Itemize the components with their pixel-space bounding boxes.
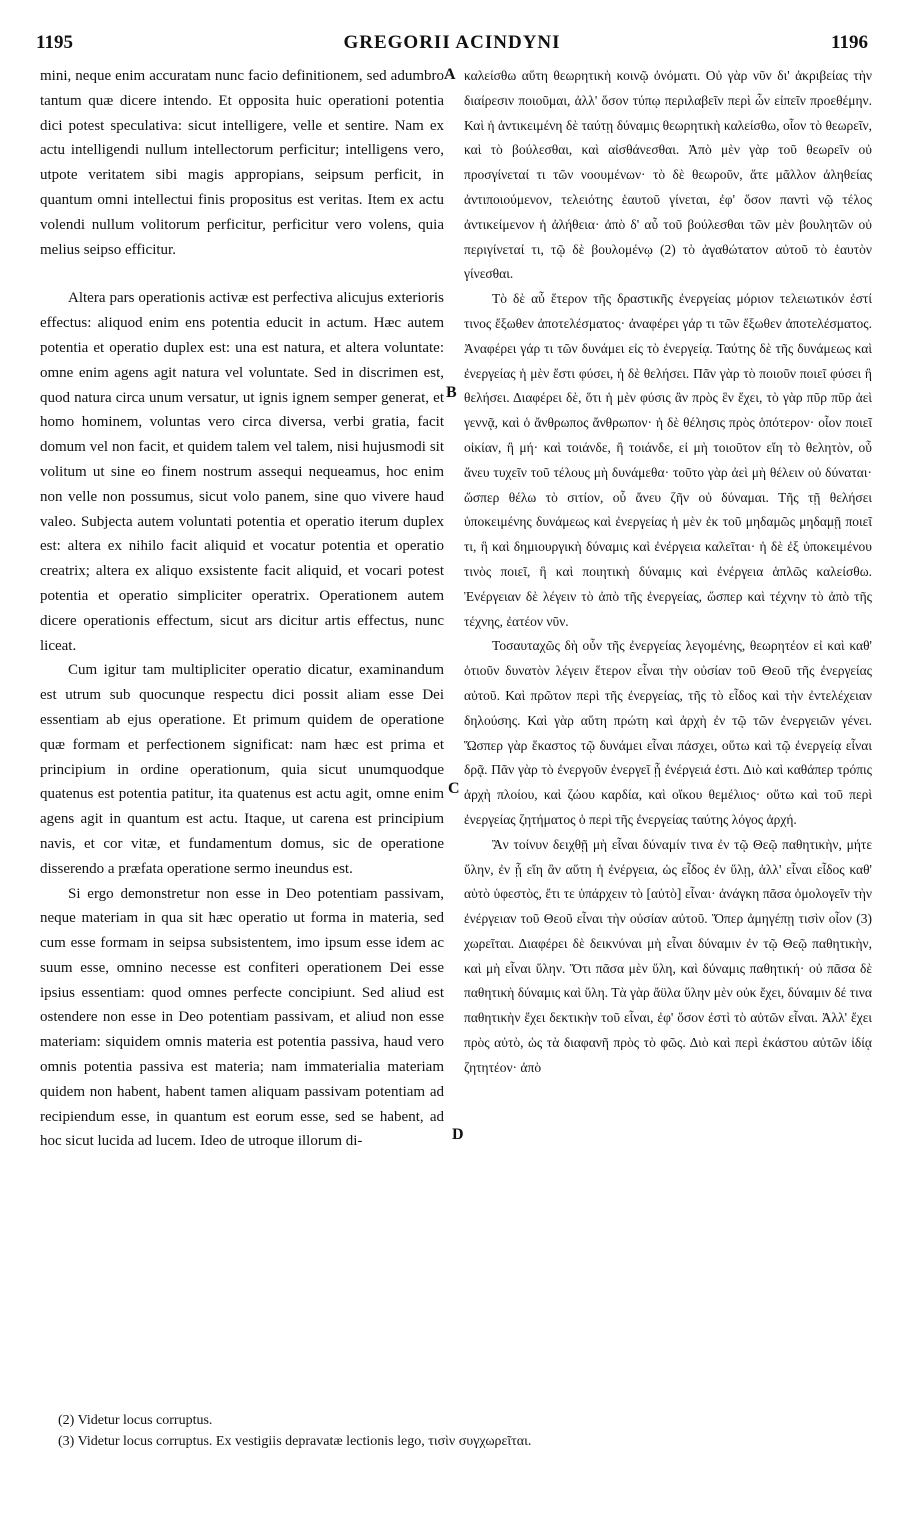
greek-paragraph: Τοσαυταχῶς δὴ οὖν τῆς ἐνεργείας λεγομένης, θεωρητέον εἰ καὶ καθ' ὁτιοῦν δυνατὸν λέγειν ἕτερον εἶναι τὴν οὐσίαν τοῦ Θεοῦ τῆς ἐνεργείας αὐτοῦ. Καὶ πρῶτον περὶ τῆς ἐνεργείας, τῆς τὸ εἶδος καὶ τὴν ἐντελέχειαν δηλούσης. Καὶ γὰρ αὕτη πρώτη καὶ ἀρχὴ ἐν τῷ τῶν ἐνεργειῶν γένει. Ὥσπερ γὰρ ἕκαστος τῷ δυνάμει εἶναι πάσχει, οὕτω καὶ τῷ ἐνεργείᾳ εἶναι δρᾷ. Πᾶν γὰρ τὸ ἐνεργοῦν ἐνεργεῖ ᾗ ἐνέργειά ἐστι. Διὸ καὶ καθάπερ τρόπις ἀρχὴ πλοίου, καὶ ζώου καρδία, καὶ οἴκου θεμέλιος· οὕτω καὶ τοῦ περὶ ἐνεργείας ζητήματος ὁ περὶ τῆς ἐνεργείας ταύτης λόγος ἀρχή. [464,638,872,827]
section-marker-d: D [452,1126,464,1143]
section-marker-b: B [446,384,457,401]
running-header [36,32,868,62]
page-number-left: 1195 [36,32,73,53]
footnote: (3) Videtur locus corruptus. Ex vestigiis depravatæ lectionis lego, τισὶν συγχωρεῖται. [58,1434,532,1449]
latin-column [40,64,444,1154]
latin-paragraph: Cum igitur tam multipliciter operatio dicatur, examinandum est utrum sub quocunque respectu dici possit aliam esse Dei essentiam ab ejus operatione. Et primum quidem de operatione quæ formam et perfectionem significat: nam hæc est prima et principium in ordine operationum, quia sicut unumquodque quatenus est potentia patitur, ita quatenus est actu agit, omne enim agens agit in quantum est actu. Itaque, ut carena est principium navis, et cor vitæ, et fundamentum domus, sic de operatione disserendo a præfata operatione sermo ineundus est. [40,662,444,877]
running-title: GREGORII ACINDYNI [343,32,561,53]
footnotes [58,1410,878,1452]
latin-paragraph: Si ergo demonstretur non esse in Deo potentiam passivam, neque materiam in qua sit hæc operatio ut forma in materia, sed cum esse formam in seipsa subsistentem, imo ipsum esse idem ac suum esse, omnino necesse est confiteri operationem Dei esse ipsius essentiam: quod omnes perfecte concipiunt. Sed aliud est ostendere non esse in Deo potentiam passivam, et aliud non esse materiam: siquidem omnis materia est potentia passiva, haud vero omnis potentia passiva est materia; nam immaterialia materiam quidem non habent, habent tamen aliquam passivam potentiam ad recipiendum esse, in quantum est eorum esse, sed se habent, ad hoc sicut lucida ad lucem. Ideo de utroque illorum di- [40,885,444,1150]
page-number-right: 1196 [831,32,868,53]
footnote: (2) Videtur locus corruptus. [58,1413,213,1428]
section-marker-c: C [448,780,460,797]
greek-paragraph: Ἂν τοίνυν δειχθῇ μὴ εἶναι δύναμίν τινα ἐν τῷ Θεῷ παθητικὴν, μήτε ὕλην, ἐν ᾗ εἴη ἂν αὕτη ἡ ἐνέργεια, ὡς εἶδος ἐν ὕλῃ, ἀλλ' εἶναι εἶδος καθ' αὑτὸ ὑφεστὸς, ἔτι τε ὑπάρχειν τὸ [αὐτὸ] εἶναι· ἀνάγκη πᾶσα ὁμολογεῖν τὴν ἐνέργειαν τοῦ Θεοῦ εἶναι τὴν οὐσίαν αὐτοῦ. Ὅπερ ἀμηγέπῃ τισὶν οἷον (3) χωρεῖται. Διαφέρει δὲ δεικνύναι μὴ εἶναι δύναμιν ἐν τῷ Θεῷ παθητικὴν, καὶ μὴ εἶναι ὕλην. Ὅτι πᾶσα μὲν ὕλη, καὶ δύναμις παθητική· οὐ πᾶσα δὲ παθητικὴ δύναμις καὶ ὕλη. Τὰ γὰρ ἄϋλα ὕλην μὲν οὐκ ἔχει, δύναμιν δέ τινα παθητικὴν ἔχει δεκτικὴν τοῦ εἶναι, ἐφ' ὅσον ἐστὶ τὸ αὐτῶν εἶναι. Ἀλλ' ἔχει πρὸς αὐτὸ, ὡς τὰ διαφανῆ πρὸς τὸ φῶς. Διὸ καὶ περὶ ἑκάστου αὐτῶν ἰδίᾳ ζητητέον· ἀπὸ [464,836,872,1075]
greek-paragraph: Τὸ δὲ αὖ ἕτερον τῆς δραστικῆς ἐνεργείας μόριον τελειωτικόν ἐστί τινος ἔξωθεν ἀποτελέσματος· ἀναφέρει γάρ τι τῶν ἔξωθεν ἀποτελέσματος. Ἀναφέρει γάρ τι τῶν δυνάμει εἰς τὸ ἐνεργείᾳ. Ταύτης δὲ τῆς δυνάμεως καὶ ἐνεργείας ἡ μὲν ἔστι φύσει, ἡ δὲ θελήσει. Πᾶν γὰρ τὸ ποιοῦν ποιεῖ φύσει ἢ θελήσει. Διαφέρει δὲ, ὅτι ἡ μὲν φύσις ἂν πρὸς ἓν ἔχει, τὸ γὰρ πῦρ πῦρ ἀεὶ γεννᾷ, καὶ ὁ ἄνθρωπος ἄνθρωπον· ἡ δὲ θέλησις πρὸς ὁπότερον· οἷον ποιεῖ οἰκίαν, ἢ μή· καὶ τοιάνδε, ἢ τοιάνδε, εἰ μὴ τοιοῦτον εἴη τὸ θελητὸν, οὗ ἄνευ τυχεῖν τοῦ τέλους μὴ δυνάμεθα· τοῦτο γὰρ ἀεὶ μὴ θέλειν οὐ δύναται· ὥσπερ θέλω τὸ σιτίον, οὗ ἄνευ ζῆν οὐ δύναμαι. Τῆς τῇ θελήσει ὑποκειμένης δυνάμεως καὶ ἐνεργείας ἡ μὲν ἐκ τοῦ μηδαμῶς μηδαμῇ ποιεῖ τι, ἣ καὶ δημιουργικὴ δύναμις καὶ ἐνέργεια καλεῖται· ἡ δὲ ἐξ ὑποκειμένου τινὸς ποιεῖ, ἣ καὶ ποιητικὴ δύναμις καὶ ἐνέργεια ἁπλῶς καλείσθω. Ἐνέργειαν δὲ λέγειν τὸ ἀπὸ τῆς ἐνεργείας, ὥσπερ καὶ τέχνην τὸ ἀπὸ τῆς τέχνης, ἐατέον νῦν. [464,291,872,629]
latin-paragraph: mini, neque enim accuratam nunc facio definitionem, sed adumbro tantum quæ dicere intendo. Et opposita huic operationi potentia dici potest speculativa: sicut intelligere, velle et sentire. Nam ex actu intelligendi nullum intellectorum perficitur; intelligens vero, utpote veritatem sibi magis appropians, seipsum perficit, in quantum omni intellectui finis propositus est veritas. Item ex actu volendi nullum volitorum perficitur, perficitur vero volens, quia melius seipso efficitur. [40,68,444,258]
section-marker-a: A [444,66,456,83]
greek-column [464,64,872,1081]
latin-paragraph: Altera pars operationis activæ est perfectiva alicujus exterioris effectus: aliquod enim ens potentia educit in actum. Hæc autem potentia et operatio duplex est: una est natura, et altera voluntate: omne enim agens agit natura vel voluntate. Sed in discrimen est, quod natura circa unum versatur, ut ignis ignem semper generat, et homo hominem, voluntas vero circa diversa, verbi gratia, facit domum vel non facit, et quidem talem vel talem, nisi hujusmodi sit volitum ut sine eo finem nostrum assequi nequeamus, hoc enim non velle non possumus, sicut volo panem, sine quo vivere haud valeo. Subjecta autem voluntati potentia et operatio iterum duplex est: altera ex nihilo facit aliquid et vocatur potentia et operatio creatrix; altera ex aliquo exsistente facit aliquid, et vocari potest potentia et operatio simpliciter operatrix. Operationem autem dicere operationis effectum, sicut ars dicitur artis effectus, nunc liceat. [40,290,444,654]
greek-paragraph: καλείσθω αὕτη θεωρητικὴ κοινῷ ὀνόματι. Οὐ γὰρ νῦν δι' ἀκριβείας τὴν διαίρεσιν ποιοῦμαι, ἀλλ' ὅσον τύπῳ περιλαβεῖν περὶ ὧν εἰπεῖν προεθέμην. Καὶ ἡ ἀντικειμένη δὲ ταύτῃ δύναμις θεωρητικὴ καλείσθω, οἷον τὸ θεωρεῖν, καὶ τὸ βούλεσθαι, καὶ αἰσθάνεσθαι. Ἀπὸ μὲν γὰρ τοῦ θεωρεῖν οὐ προσγίνεταί τι τῶν νοουμένων· τὸ δὲ θεωροῦν, ἅτε μᾶλλον ἀληθείας ἀντιποιούμενον, τελειότης ἑαυτοῦ γίνεται, ἐφ' ὅσον παντὶ νῷ τέλος ἀντικείμενον ἡ ἀλήθεια· ἀπὸ δ' αὖ τοῦ βούλεσθαι τῶν μὲν βουλητῶν οὐ περιγίνεταί τι, τῷ δὲ βουλομένῳ (2) τὸ ἀγαθώτατον αὐτοῦ τὸ ἑαυτὸν γίνεσθαι. [464,68,872,282]
